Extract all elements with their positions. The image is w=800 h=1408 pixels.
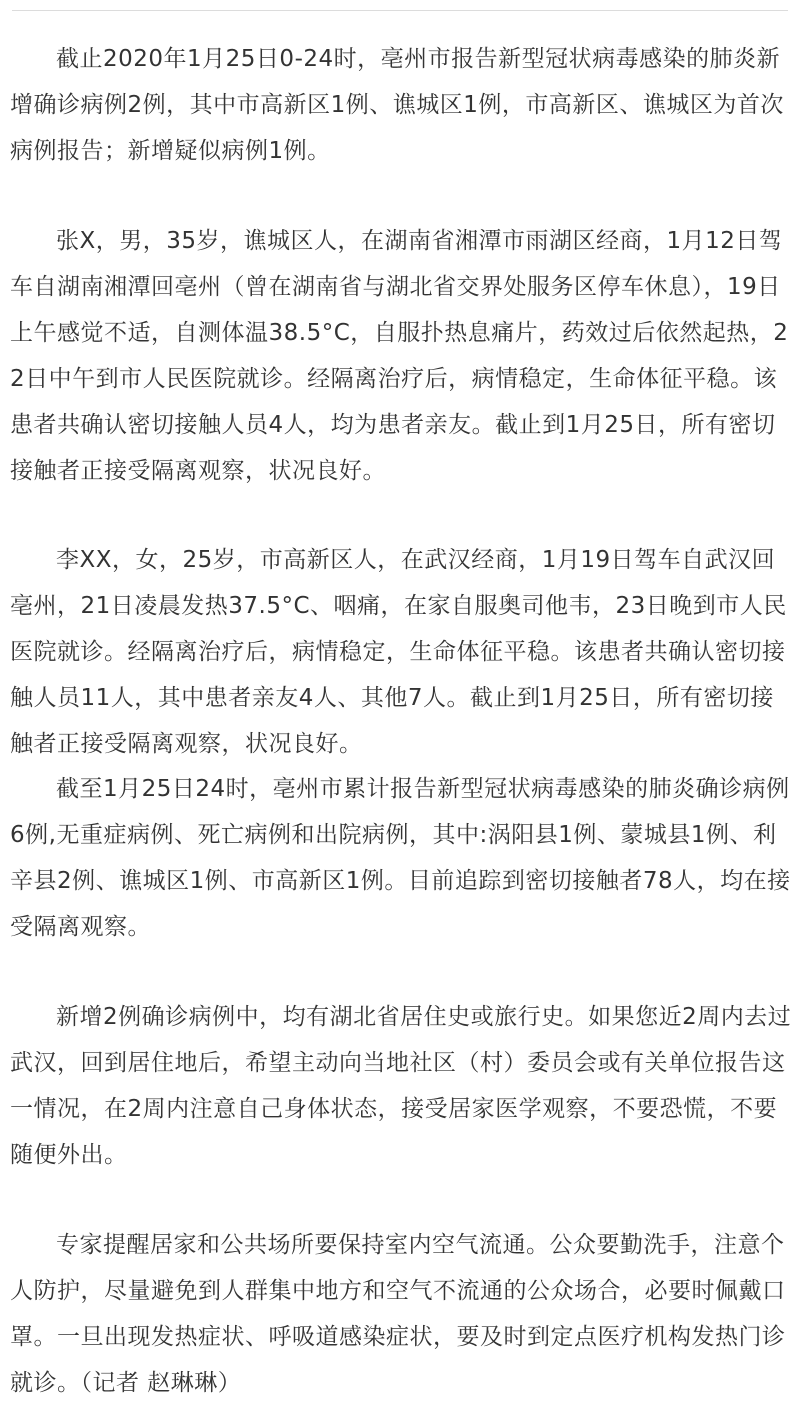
paragraph-travel-advice: 新增2例确诊病例中，均有湖北省居住史或旅行史。如果您近2周内去过武汉，回到居住地后，希望主动向当地社区（村）委员会或有关单位报告这一情况，在2周内注意自己身体状态，接受居家医学观察，不要恐慌，不要随便外出。: [10, 1004, 792, 1168]
paragraph-case-li: 李XX，女，25岁，市高新区人，在武汉经商，1月19日驾车自武汉回亳州，21日凌晨发热37.5°C、咽痛，在家自服奥司他韦，23日晚到市人民医院就诊。经隔离治疗后，病情稳定，生命体征平稳。该患者共确认密切接触人员11人，其中患者亲友4人、其他7人。截止到1月25日，所有密切接触者正接受隔离观察，状况良好。: [10, 547, 787, 757]
paragraph-expert-reminder: 专家提醒居家和公共场所要保持室内空气流通。公众要勤洗手，注意个人防护，尽量避免到人群集中地方和空气不流通的公众场合，必要时佩戴口罩。一旦出现发热症状、呼吸道感染症状，要及时到定点医疗机构发热门诊就诊。（记者 赵琳琳）: [10, 1232, 786, 1396]
paragraph-case-zhang: 张X，男，35岁，谯城区人，在湖南省湘潭市雨湖区经商，1月12日驾车自湖南湘潭回亳州（曾在湖南省与湖北省交界处服务区停车休息），19日上午感觉不适，自测体温38.5°C，自服扑热息痛片，药效过后依然起热，22日中午到市人民医院就诊。经隔离治疗后，病情稳定，生命体征平稳。该患者共确认密切接触人员4人，均为患者亲友。截止到1月25日，所有密切接触者正接受隔离观察，状况良好。: [10, 228, 789, 484]
paragraph-cumulative-summary: 截至1月25日24时，亳州市累计报告新型冠状病毒感染的肺炎确诊病例6例,无重症病例、死亡病例和出院病例，其中:涡阳县1例、蒙城县1例、利辛县2例、谯城区1例、市高新区1例。目前追踪到密切接触者78人，均在接受隔离观察。: [10, 776, 791, 940]
paragraph-new-cases-summary: 截止2020年1月25日0-24时，亳州市报告新型冠状病毒感染的肺炎新增确诊病例2例，其中市高新区1例、谯城区1例，市高新区、谯城区为首次病例报告；新增疑似病例1例。: [10, 46, 784, 164]
top-divider: [12, 10, 788, 11]
